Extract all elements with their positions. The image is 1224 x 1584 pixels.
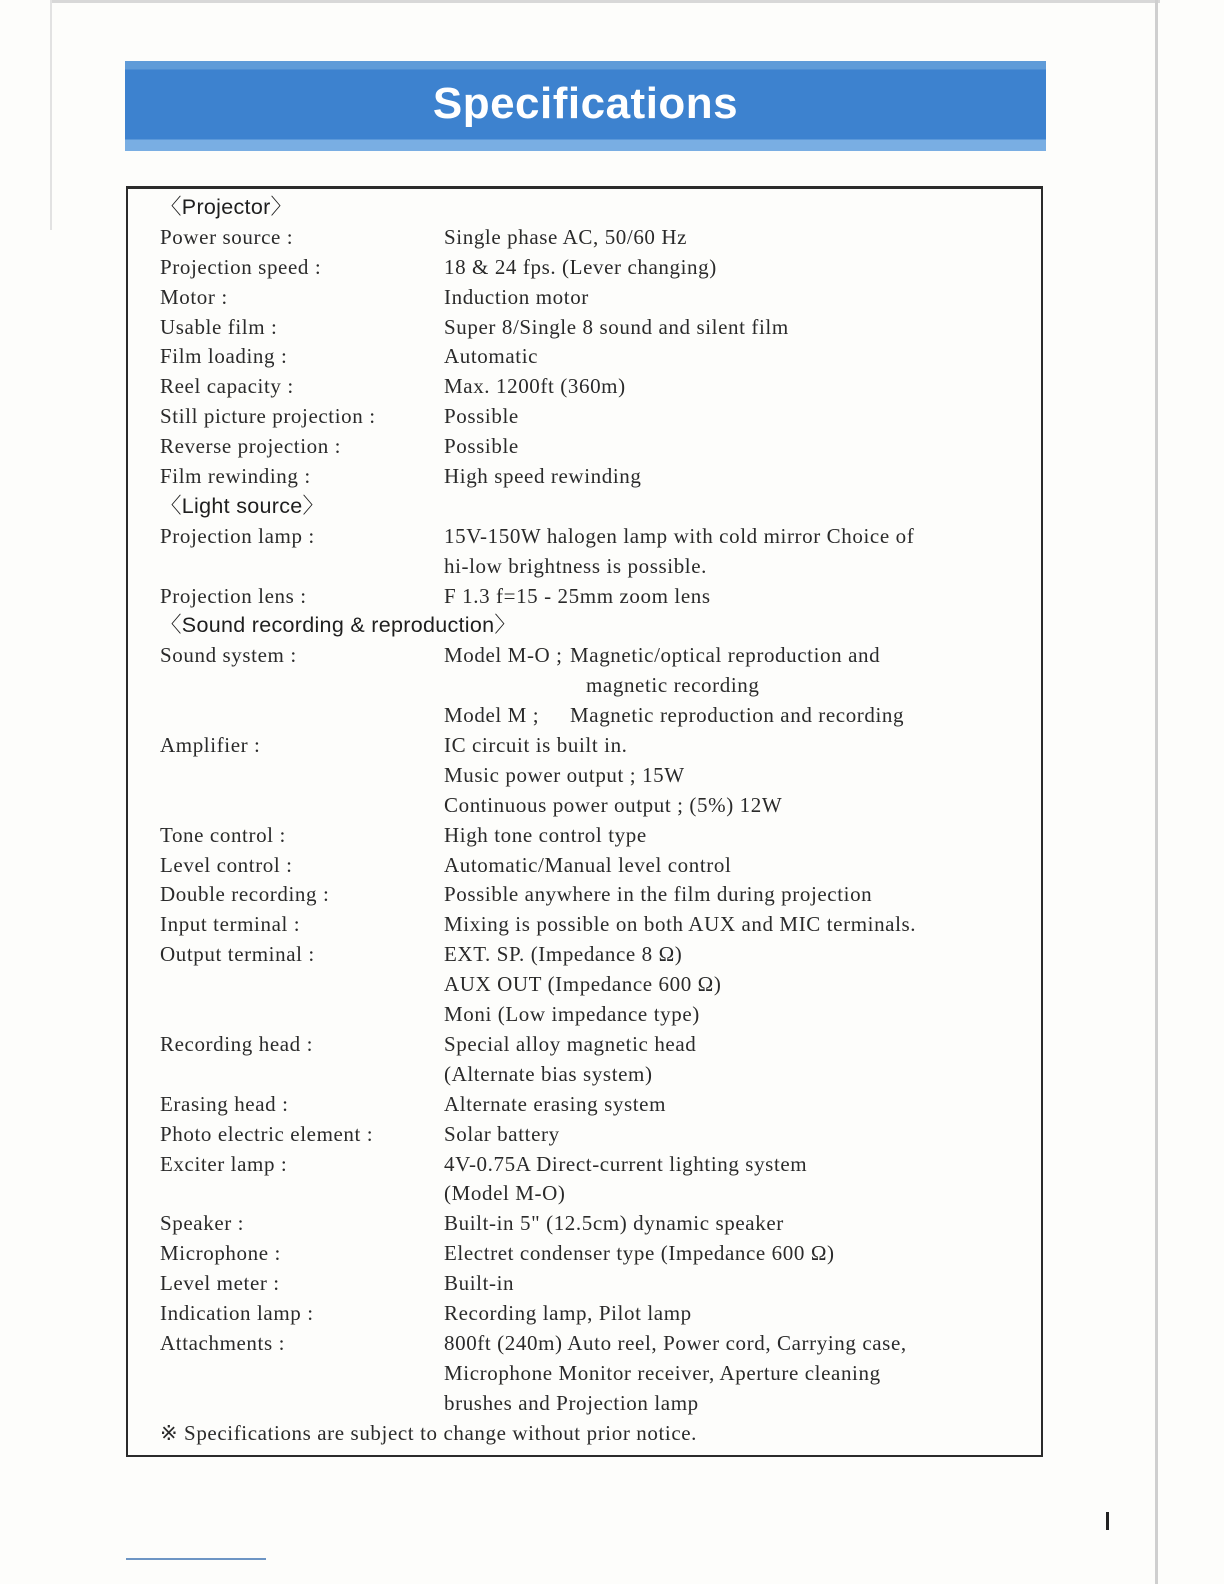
section-heading — [160, 193, 1030, 223]
spec-label: Level meter : — [160, 1271, 280, 1296]
spec-value: Possible — [444, 434, 519, 459]
spec-value: Magnetic/optical reproduction and — [570, 643, 881, 668]
footnote-row — [160, 1419, 1030, 1449]
spec-label: Level control : — [160, 852, 293, 877]
spec-label: Reel capacity : — [160, 374, 294, 399]
spec-row — [160, 582, 1030, 612]
spec-value: Automatic — [444, 344, 539, 369]
spec-value: 800ft (240m) Auto reel, Power cord, Carrying case, — [444, 1330, 907, 1355]
page-title: Specifications — [432, 79, 739, 128]
spec-value: Alternate erasing system — [444, 1091, 667, 1116]
spec-label: Microphone : — [160, 1241, 281, 1266]
spec-label: Sound system : — [160, 643, 297, 668]
spec-value: Super 8/Single 8 sound and silent film — [444, 314, 789, 339]
spec-row — [160, 522, 1030, 552]
spec-row — [160, 851, 1030, 881]
spec-row — [160, 880, 1030, 910]
spec-label: Input terminal : — [160, 912, 301, 937]
spec-label: Speaker : — [160, 1211, 245, 1236]
spec-value: Continuous power output ; (5%) 12W — [444, 792, 783, 817]
spec-row-continued — [160, 671, 1030, 701]
title-banner — [125, 61, 1046, 151]
spec-row — [160, 253, 1030, 283]
spec-label: Exciter lamp : — [160, 1151, 288, 1176]
model-prefix: Model M ; — [444, 703, 540, 728]
footnote: ※ Specifications are subject to change without prior notice. — [160, 1420, 698, 1445]
spec-value: AUX OUT (Impedance 600 Ω) — [444, 972, 722, 997]
spec-label: Indication lamp : — [160, 1300, 314, 1325]
page-number-mark — [1106, 1512, 1109, 1530]
spec-value: 18 & 24 fps. (Lever changing) — [444, 254, 717, 279]
spec-row — [160, 1120, 1030, 1150]
spec-value: Possible — [444, 404, 519, 429]
spec-row-continued — [160, 552, 1030, 582]
section-sound: 〈Sound recording & reproduction〉 — [160, 613, 517, 638]
spec-row — [160, 641, 1030, 671]
spec-row — [160, 372, 1030, 402]
section-heading — [160, 492, 1030, 522]
spec-row-continued — [160, 761, 1030, 791]
spec-value: EXT. SP. (Impedance 8 Ω) — [444, 942, 683, 967]
spec-row-continued — [160, 1359, 1030, 1389]
spec-label: Amplifier : — [160, 733, 261, 758]
spec-row-continued — [160, 1000, 1030, 1030]
spec-value: Automatic/Manual level control — [444, 852, 732, 877]
spec-row — [160, 432, 1030, 462]
spec-value: Recording lamp, Pilot lamp — [444, 1300, 692, 1325]
spec-row-continued — [160, 970, 1030, 1000]
spec-label: Film loading : — [160, 344, 288, 369]
spec-label: Photo electric element : — [160, 1121, 374, 1146]
spec-row — [160, 313, 1030, 343]
spec-value: (Model M-O) — [444, 1181, 566, 1206]
spec-row-continued — [160, 1389, 1030, 1419]
spec-value: brushes and Projection lamp — [444, 1390, 699, 1415]
spec-value: magnetic recording — [586, 673, 760, 698]
spec-label: Usable film : — [160, 314, 278, 339]
spec-label: Output terminal : — [160, 942, 315, 967]
scan-edge-top — [50, 0, 1160, 3]
spec-row — [160, 1209, 1030, 1239]
spec-value: Moni (Low impedance type) — [444, 1002, 700, 1027]
spec-value: (Alternate bias system) — [444, 1061, 653, 1086]
section-light-source: 〈Light source〉 — [160, 493, 325, 518]
spec-value: Induction motor — [444, 284, 589, 309]
spec-row — [160, 821, 1030, 851]
spec-value: 15V-150W halogen lamp with cold mirror Choice of — [444, 523, 915, 548]
spec-value: Solar battery — [444, 1121, 560, 1146]
spec-row — [160, 342, 1030, 372]
spec-value: Music power output ; 15W — [444, 762, 685, 787]
spec-value: 4V-0.75A Direct-current lighting system — [444, 1151, 808, 1176]
spec-label: Projection lamp : — [160, 523, 315, 548]
scan-edge-left — [50, 0, 52, 230]
spec-row — [160, 1090, 1030, 1120]
spec-value: Magnetic reproduction and recording — [570, 703, 905, 728]
spec-row — [160, 1150, 1030, 1180]
scan-edge-right — [1155, 0, 1158, 1584]
spec-value: Mixing is possible on both AUX and MIC terminals. — [444, 912, 917, 937]
spec-label: Recording head : — [160, 1031, 314, 1056]
spec-value: Built-in — [444, 1271, 515, 1296]
spec-value: High tone control type — [444, 822, 647, 847]
spec-value: Microphone Monitor receiver, Aperture cleaning — [444, 1360, 881, 1385]
spec-value: Electret condenser type (Impedance 600 Ω) — [444, 1241, 835, 1266]
spec-value: High speed rewinding — [444, 464, 642, 489]
spec-value: IC circuit is built in. — [444, 733, 628, 758]
spec-row-continued — [160, 1179, 1030, 1209]
spec-row — [160, 910, 1030, 940]
model-prefix: Model M-O ; — [444, 643, 563, 668]
section-heading — [160, 611, 1030, 641]
spec-row — [160, 1329, 1030, 1359]
bottom-rule — [126, 1558, 266, 1560]
spec-label: Motor : — [160, 284, 228, 309]
spec-row — [160, 731, 1030, 761]
spec-row — [160, 1299, 1030, 1329]
spec-value: F 1.3 f=15 - 25mm zoom lens — [444, 583, 711, 608]
spec-value: hi-low brightness is possible. — [444, 553, 707, 578]
spec-list — [160, 193, 1030, 1448]
spec-value: Special alloy magnetic head — [444, 1031, 697, 1056]
spec-value: Possible anywhere in the film during projection — [444, 882, 873, 907]
spec-row — [160, 1239, 1030, 1269]
spec-label: Attachments : — [160, 1330, 286, 1355]
spec-value: Max. 1200ft (360m) — [444, 374, 626, 399]
section-projector: 〈Projector〉 — [160, 195, 293, 219]
spec-label: Power source : — [160, 224, 294, 249]
spec-label: Still picture projection : — [160, 404, 376, 429]
spec-label: Tone control : — [160, 822, 286, 847]
spec-row — [160, 940, 1030, 970]
spec-row — [160, 1030, 1030, 1060]
spec-label: Double recording : — [160, 882, 330, 907]
spec-row-continued — [160, 791, 1030, 821]
spec-row — [160, 402, 1030, 432]
spec-row — [160, 1269, 1030, 1299]
spec-label: Reverse projection : — [160, 434, 342, 459]
spec-label: Projection lens : — [160, 583, 307, 608]
spec-label: Erasing head : — [160, 1091, 289, 1116]
spec-value: Single phase AC, 50/60 Hz — [444, 224, 688, 249]
spec-row — [160, 462, 1030, 492]
spec-label: Film rewinding : — [160, 464, 311, 489]
spec-row — [160, 223, 1030, 253]
spec-row — [160, 283, 1030, 313]
spec-row-continued — [160, 1060, 1030, 1090]
spec-label: Projection speed : — [160, 254, 322, 279]
spec-row-continued — [160, 701, 1030, 731]
spec-value: Built-in 5" (12.5cm) dynamic speaker — [444, 1211, 784, 1236]
